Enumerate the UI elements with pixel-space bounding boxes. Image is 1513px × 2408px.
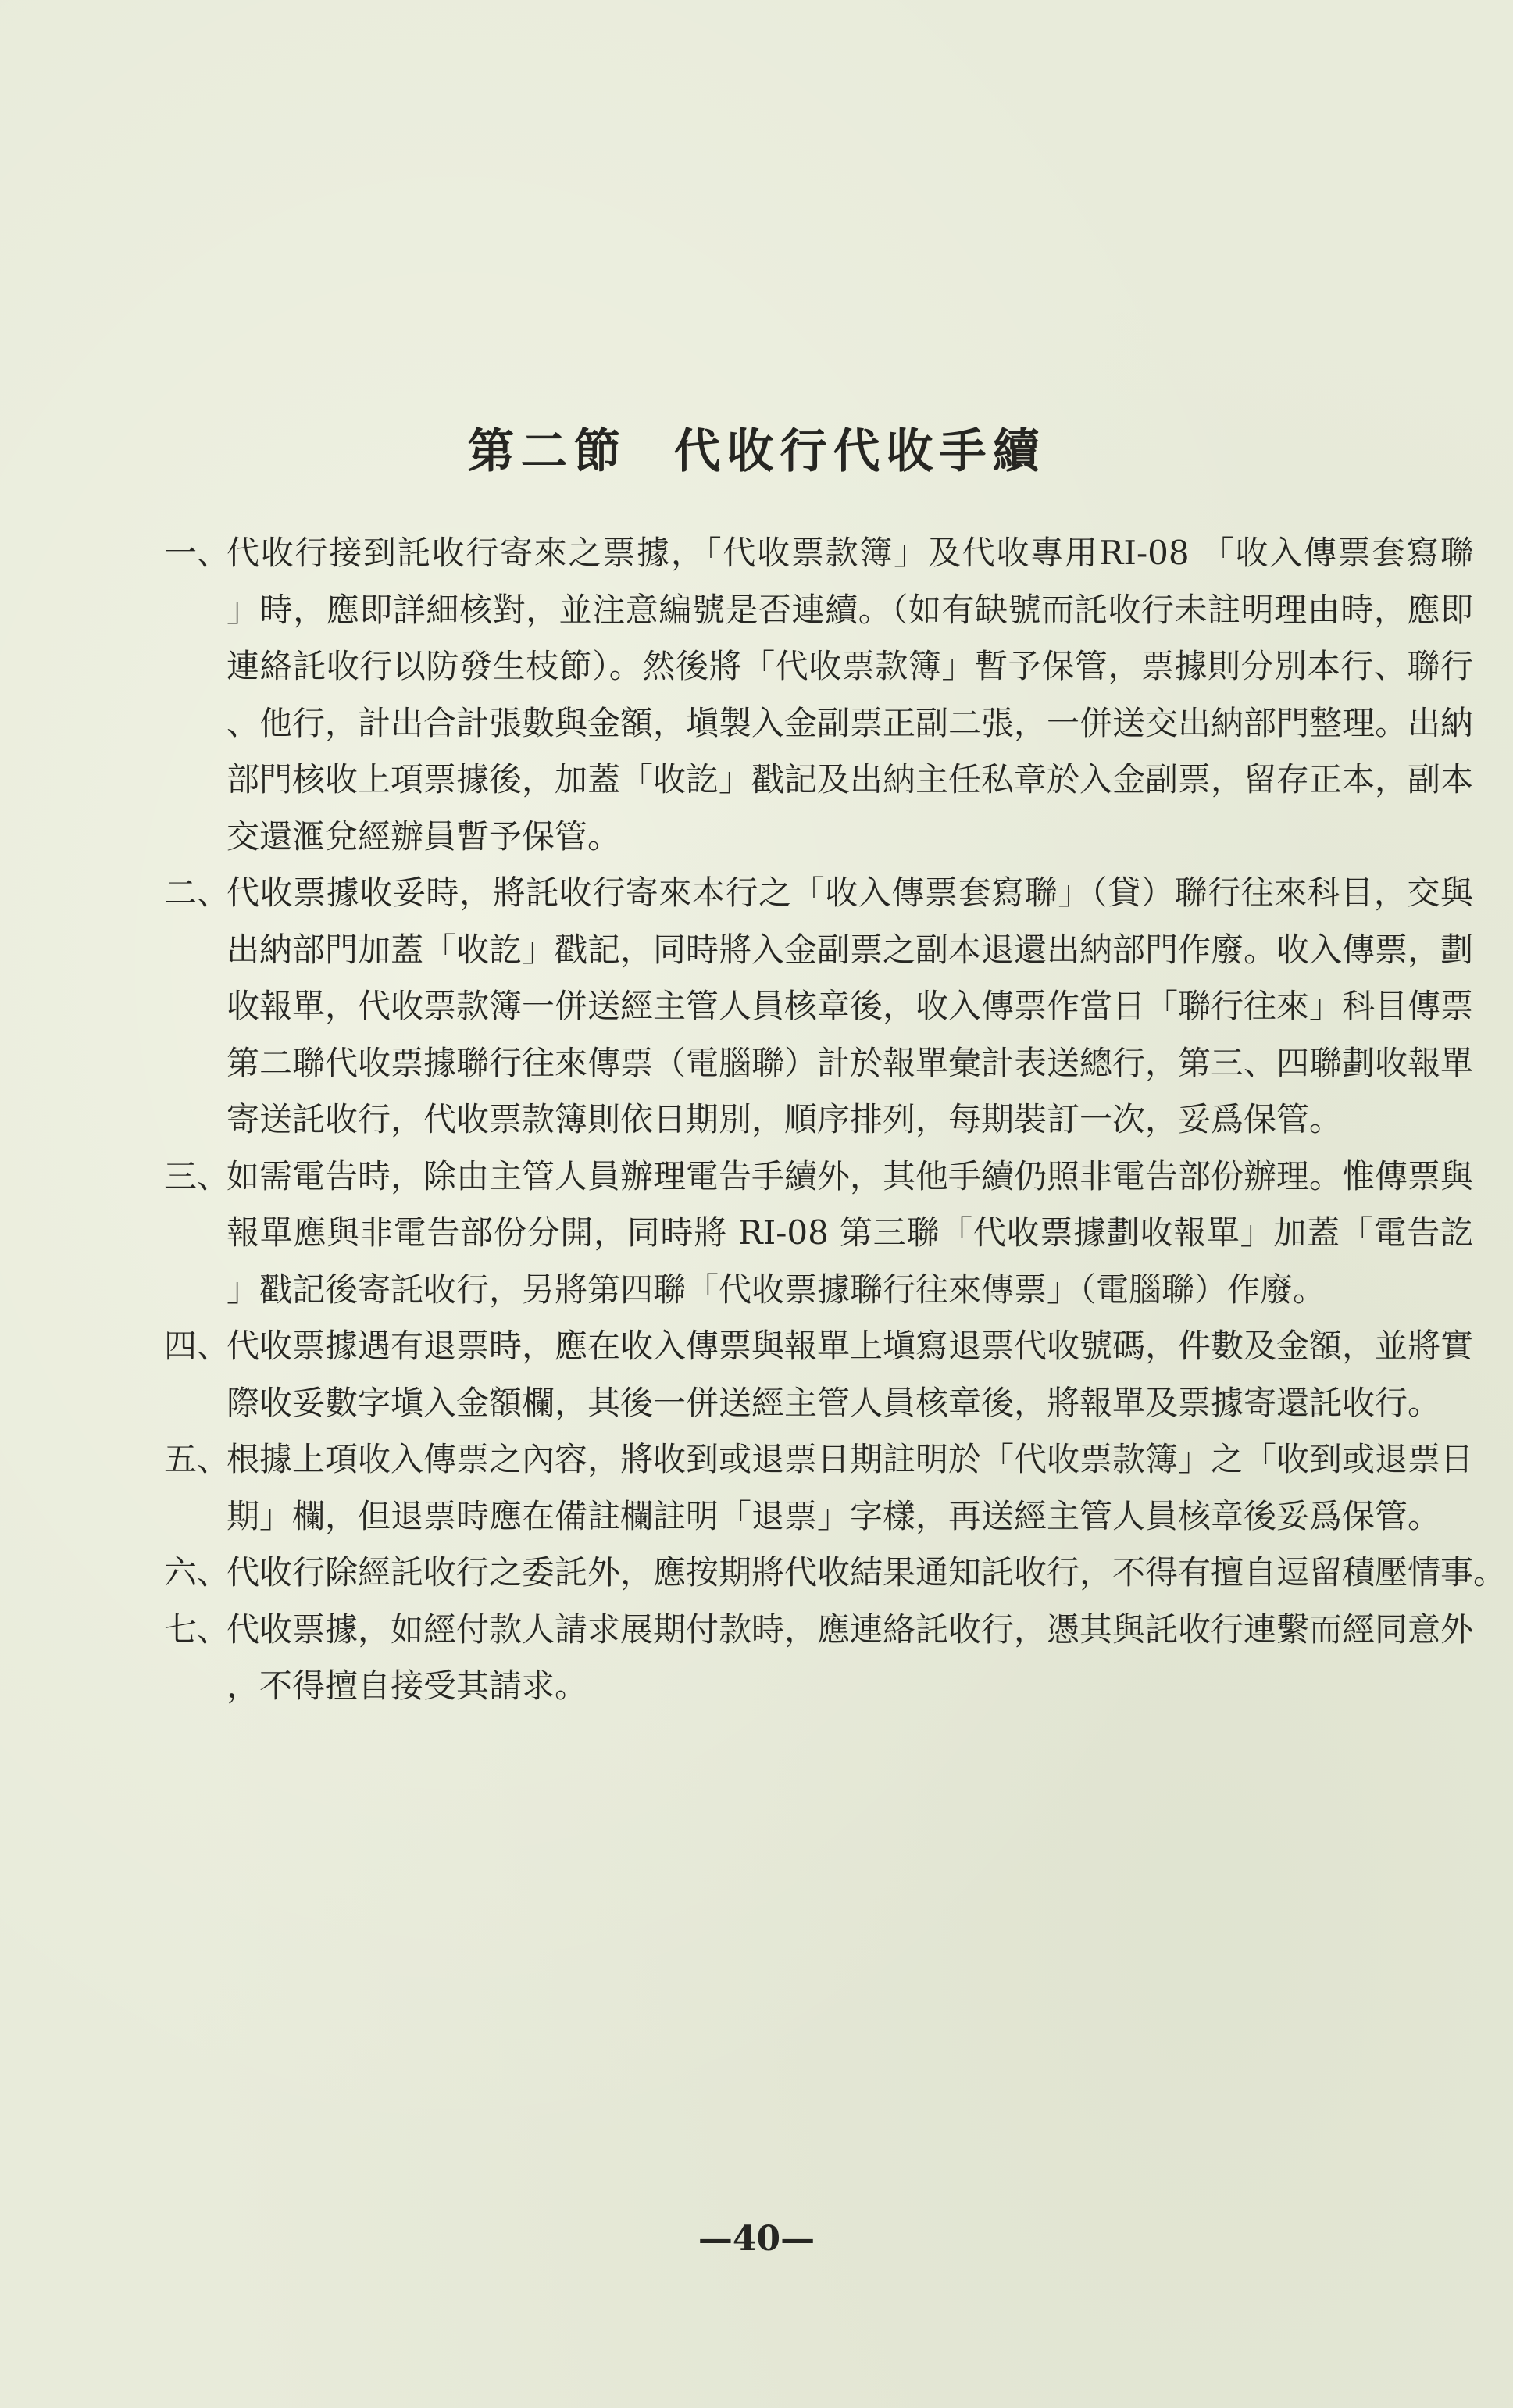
text-line: 出納部門加蓋「收訖」戳記，同時將入金副票之副本退還出納部門作廢。收入傳票，劃 bbox=[227, 930, 1474, 969]
section-number: 第二節 bbox=[467, 424, 627, 479]
text-line: 部門核收上項票據後，加蓋「收訖」戳記及出納主任私章於入金副票，留存正本，副本 bbox=[227, 760, 1474, 798]
text-line: 代收票據遇有退票時，應在收入傳票與報單上塡寫退票代收號碼，件數及金額，並將實 bbox=[227, 1327, 1474, 1365]
procedure-item bbox=[164, 1149, 1474, 1319]
text-line: 連絡託收行以防發生枝節）。然後將「代收票款簿」暫予保管，票據則分別本行、聯行 bbox=[227, 647, 1474, 685]
text-line: ，不得擅自接受其請求。 bbox=[227, 1667, 588, 1705]
procedure-item bbox=[164, 865, 1474, 1149]
text-line: 報單應與非電告部份分開，同時將 RI-08 第三聯「代收票據劃收報單」加蓋「電告訖 bbox=[227, 1213, 1474, 1252]
section-heading: 代收行代收手續 bbox=[673, 424, 1046, 479]
text-line: 」時，應即詳細核對，並注意編號是否連續。（如有缺號而託收行未註明理由時，應即 bbox=[227, 590, 1474, 629]
text-line: 收報單，代收票款簿一併送經主管人員核章後，收入傳票作當日「聯行往來」科目傳票 bbox=[227, 987, 1474, 1025]
item-marker: 三、 bbox=[164, 1156, 230, 1195]
procedure-item bbox=[164, 1545, 1507, 1602]
procedure-item bbox=[164, 525, 1474, 865]
item-marker: 六、 bbox=[164, 1553, 230, 1592]
text-line: 」戳記後寄託收行，另將第四聯「代收票據聯行往來傳票」（電腦聯）作廢。 bbox=[227, 1270, 1326, 1309]
page-number: —40— bbox=[698, 2219, 815, 2259]
procedure-item bbox=[164, 1318, 1474, 1431]
text-line: 、他行，計出合計張數與金額，塡製入金副票正副二張，一併送交出納部門整理。出納 bbox=[227, 703, 1474, 742]
text-line: 根據上項收入傳票之內容，將收到或退票日期註明於「代收票款簿」之「收到或退票日 bbox=[227, 1440, 1474, 1478]
text-line: 交還滙兌經辦員暫予保管。 bbox=[227, 816, 621, 856]
procedure-item bbox=[164, 1431, 1474, 1545]
item-marker: 一、 bbox=[164, 534, 230, 572]
item-marker: 七、 bbox=[164, 1610, 230, 1649]
text-line: 際收妥數字塡入金額欄，其後一併送經主管人員核章後，將報單及票據寄還託收行。 bbox=[227, 1383, 1441, 1422]
text-line: 第二聯代收票據聯行往來傳票（電腦聯）計於報單彙計表送總行，第三、四聯劃收報單 bbox=[227, 1043, 1474, 1082]
section-title bbox=[0, 414, 1513, 481]
text-line: 寄送託收行，代收票款簿則依日期別，順序排列，每期裝訂一次，妥爲保管。 bbox=[227, 1100, 1343, 1138]
procedure-list bbox=[164, 525, 1507, 1715]
text-line: 代收票據收妥時，將託收行寄來本行之「收入傳票套寫聯」（貸）聯行往來科目，交與 bbox=[227, 874, 1474, 912]
text-line: 代收行接到託收行寄來之票據，「代收票款簿」及代收專用RI-08 「收入傳票套寫聯 bbox=[227, 534, 1474, 572]
procedure-item bbox=[164, 1602, 1474, 1715]
item-marker: 四、 bbox=[164, 1327, 230, 1365]
item-marker: 五、 bbox=[164, 1440, 230, 1478]
text-line: 期」欄，但退票時應在備註欄註明「退票」字樣，再送經主管人員核章後妥爲保管。 bbox=[227, 1496, 1441, 1535]
text-line: 如需電告時，除由主管人員辦理電告手續外，其他手續仍照非電告部份辦理。惟傳票與 bbox=[227, 1156, 1474, 1195]
item-marker: 二、 bbox=[164, 874, 230, 912]
text-line: 代收行除經託收行之委託外，應按期將代收結果通知託收行，不得有擅自逗留積壓情事。 bbox=[227, 1553, 1507, 1592]
text-line: 代收票據，如經付款人請求展期付款時，應連絡託收行，憑其與託收行連繫而經同意外 bbox=[227, 1610, 1474, 1649]
